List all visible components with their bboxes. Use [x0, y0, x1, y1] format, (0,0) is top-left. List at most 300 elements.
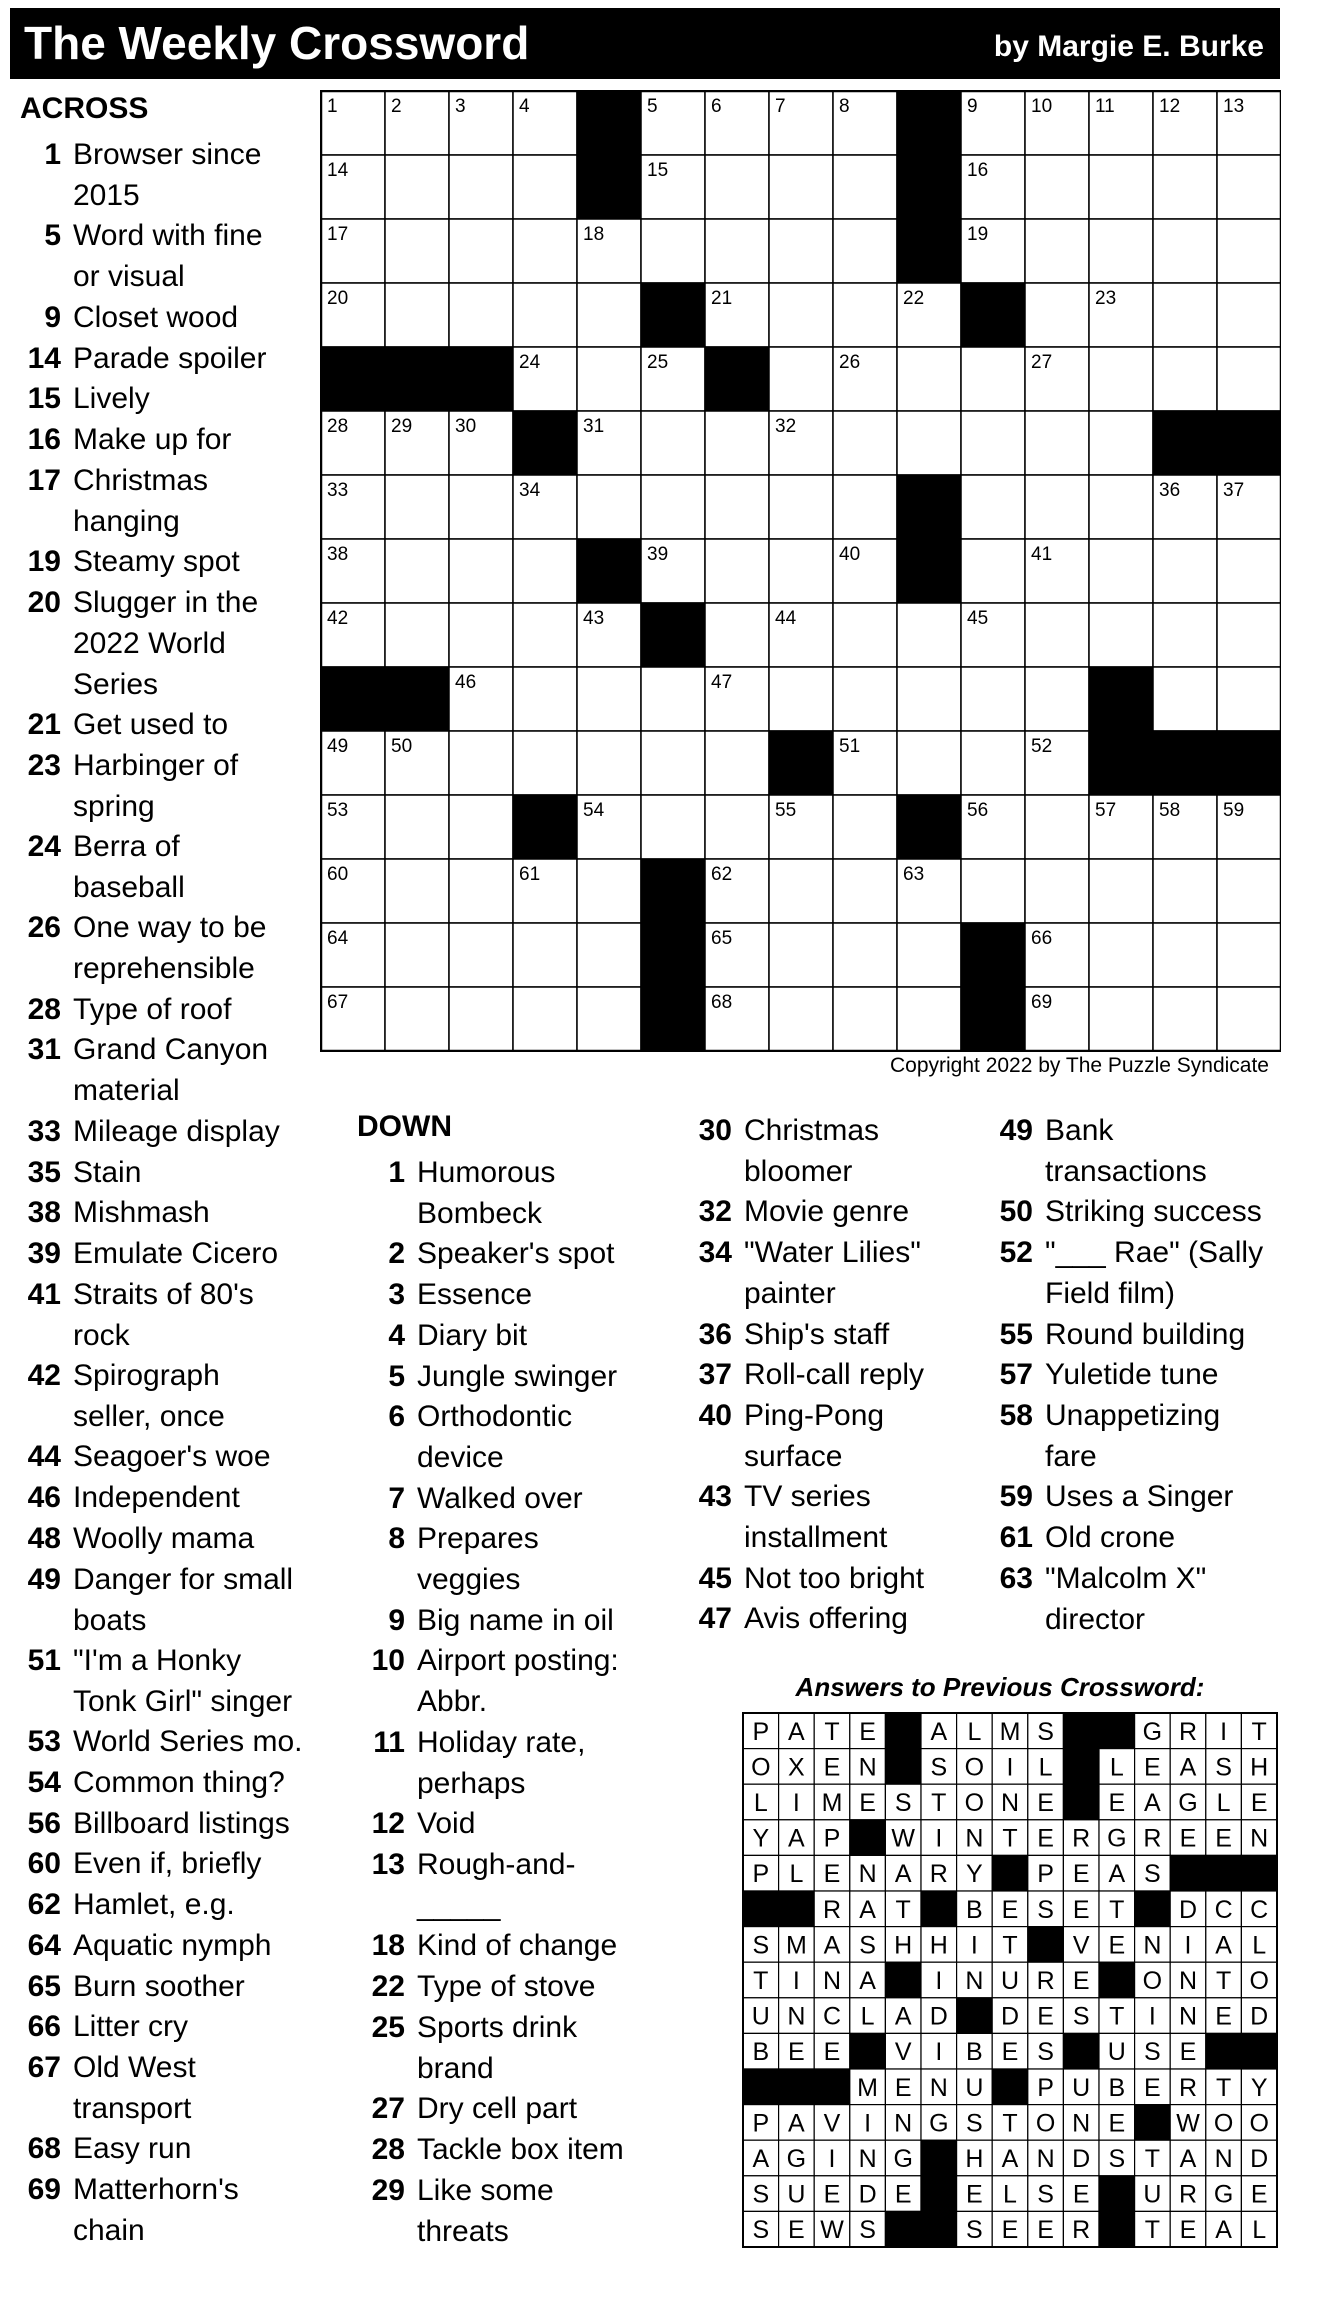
answer-black-square: [1063, 1749, 1099, 1785]
grid-cell[interactable]: [1217, 987, 1281, 1051]
grid-cell[interactable]: [833, 411, 897, 475]
clue-number: 9: [44, 300, 61, 334]
grid-cell[interactable]: [833, 923, 897, 987]
down-col1-clue-12: [355, 1803, 475, 1844]
grid-cell[interactable]: [897, 923, 961, 987]
grid-cell[interactable]: [577, 859, 641, 923]
grid-cell[interactable]: [385, 539, 449, 603]
answer-letter: H: [1250, 1753, 1269, 1782]
grid-cell[interactable]: [1153, 667, 1217, 731]
answer-letter: S: [1144, 2038, 1161, 2067]
grid-cell[interactable]: [385, 795, 449, 859]
cell-number: 5: [647, 96, 658, 117]
grid-cell[interactable]: [1153, 155, 1217, 219]
clue-text-line: director: [1045, 1602, 1146, 1636]
down-col1-clue-3: [355, 1274, 532, 1315]
across-clue-51: [18, 1640, 292, 1722]
grid-cell[interactable]: [1217, 155, 1281, 219]
grid-cell[interactable]: [705, 219, 769, 283]
cell-number: 61: [519, 864, 541, 885]
grid-cell[interactable]: [385, 987, 449, 1051]
cell-number: 53: [327, 800, 349, 821]
grid-cell[interactable]: [449, 219, 513, 283]
grid-cell[interactable]: [1025, 475, 1089, 539]
clue-text-line: device: [417, 1441, 504, 1475]
grid-cell[interactable]: [1089, 411, 1153, 475]
across-clue-41: [18, 1274, 254, 1356]
grid-cell[interactable]: [1089, 987, 1153, 1051]
clue-text-line: Unappetizing: [1045, 1398, 1221, 1432]
across-clue-39: [18, 1233, 278, 1274]
answer-letter: O: [1035, 2109, 1056, 2138]
cell-number: 69: [1031, 992, 1053, 1013]
answer-letter: I: [864, 2109, 872, 2138]
grid-cell[interactable]: [449, 859, 513, 923]
answer-letter: G: [929, 2109, 949, 2138]
grid-cell[interactable]: [641, 731, 705, 795]
grid-cell[interactable]: [1089, 155, 1153, 219]
clue-text-line: Holiday rate,: [417, 1725, 586, 1759]
cell-number: 7: [775, 96, 786, 117]
cell-number: 67: [327, 992, 349, 1013]
cell-number: 52: [1031, 736, 1053, 757]
grid-cell[interactable]: [1153, 859, 1217, 923]
grid-cell[interactable]: [833, 219, 897, 283]
grid-cell[interactable]: [1217, 539, 1281, 603]
clue-text-line: Field film): [1045, 1277, 1176, 1311]
answer-letter: N: [787, 2002, 806, 2031]
grid-cell[interactable]: [1217, 667, 1281, 731]
cell-number: 38: [327, 544, 349, 565]
grid-cell[interactable]: [449, 539, 513, 603]
answer-letter: E: [1108, 1931, 1126, 1960]
grid-cell[interactable]: [1025, 667, 1089, 731]
grid-cell[interactable]: [769, 539, 833, 603]
answer-black-square: [779, 1891, 815, 1927]
cell-number: 3: [455, 96, 466, 117]
clue-text-line: Speaker's spot: [417, 1237, 615, 1271]
grid-cell[interactable]: [833, 155, 897, 219]
grid-cell[interactable]: [833, 987, 897, 1051]
clue-text-line: Tonk Girl" singer: [73, 1684, 293, 1718]
answer-letter: O: [1249, 2109, 1269, 2138]
answer-black-square: [921, 2140, 957, 2176]
grid-cell[interactable]: [1217, 859, 1281, 923]
grid-cell[interactable]: [1089, 923, 1153, 987]
grid-cell[interactable]: [897, 603, 961, 667]
clue-text-line: Woolly mama: [73, 1521, 255, 1555]
grid-cell[interactable]: [513, 219, 577, 283]
cell-number: 25: [647, 352, 669, 373]
clue-text-line: Diary bit: [417, 1318, 528, 1352]
answer-letter: S: [1037, 2180, 1054, 2209]
clue-text-line: Abbr.: [417, 1685, 488, 1719]
grid-cell[interactable]: [833, 283, 897, 347]
grid-cell[interactable]: [1153, 603, 1217, 667]
answer-letter: E: [1179, 2038, 1197, 2067]
cell-number: 66: [1031, 928, 1053, 949]
grid-cell[interactable]: [961, 411, 1025, 475]
answer-letter: A: [788, 1717, 805, 1746]
clue-number: 15: [27, 382, 61, 416]
down-col1-clue-5: [355, 1356, 617, 1397]
clue-text-line: Kind of change: [417, 1929, 618, 1963]
across-clue-69: [18, 2169, 239, 2251]
cell-number: 11: [1095, 96, 1115, 117]
answer-letter: L: [967, 1717, 982, 1746]
clue-number: 5: [388, 1359, 405, 1393]
grid-cell[interactable]: [449, 283, 513, 347]
grid-cell[interactable]: [1217, 603, 1281, 667]
grid-cell[interactable]: [705, 411, 769, 475]
grid-cell[interactable]: [1089, 475, 1153, 539]
grid-cell[interactable]: [449, 475, 513, 539]
clue-text-line: Old West: [73, 2050, 196, 2084]
grid-cell[interactable]: [1153, 219, 1217, 283]
clue-number: 67: [27, 2050, 61, 2084]
across-clue-68: [18, 2128, 191, 2169]
down-col3-clue-59: [983, 1476, 1233, 1517]
grid-cell[interactable]: [641, 667, 705, 731]
grid-cell[interactable]: [641, 219, 705, 283]
grid-cell[interactable]: [833, 667, 897, 731]
cell-number: 1: [327, 96, 338, 117]
grid-cell[interactable]: [769, 475, 833, 539]
clue-text-line: Mileage display: [73, 1114, 280, 1148]
grid-cell[interactable]: [961, 539, 1025, 603]
cell-number: 20: [327, 288, 349, 309]
grid-cell[interactable]: [897, 987, 961, 1051]
grid-cell[interactable]: [449, 603, 513, 667]
black-square: [897, 539, 961, 603]
down-col2-clue-45: [682, 1558, 924, 1599]
grid-cell[interactable]: [769, 283, 833, 347]
answer-letter: A: [1144, 1789, 1161, 1817]
answer-letter: N: [1036, 2145, 1055, 2173]
grid-cell[interactable]: [385, 283, 449, 347]
black-square: [897, 91, 961, 155]
answer-letter: N: [822, 1967, 842, 1995]
grid-cell[interactable]: [769, 923, 833, 987]
black-square: [1089, 731, 1153, 795]
grid-cell[interactable]: [641, 795, 705, 859]
answer-letter: E: [1001, 2216, 1019, 2245]
clue-text-line: Rough-and-: [417, 1847, 576, 1881]
answer-letter: E: [859, 1717, 876, 1746]
answer-letter: U: [1107, 2038, 1126, 2067]
grid-cell[interactable]: [961, 667, 1025, 731]
clue-text-line: Orthodontic: [417, 1400, 573, 1434]
grid-cell[interactable]: [1089, 347, 1153, 411]
answer-letter: E: [823, 2038, 841, 2067]
answer-letter: N: [894, 2109, 913, 2138]
answer-letter: E: [1250, 2180, 1268, 2209]
previous-answers-title: Answers to Previous Crossword:: [795, 1672, 1205, 1702]
answer-letter: R: [1072, 2216, 1091, 2245]
grid-cell[interactable]: [1089, 603, 1153, 667]
cell-number: 60: [327, 864, 349, 885]
grid-cell[interactable]: [513, 155, 577, 219]
grid-cell[interactable]: [1153, 539, 1217, 603]
answer-letter: T: [1002, 2109, 1018, 2138]
answer-letter: I: [792, 1789, 800, 1817]
answer-letter: B: [752, 2038, 770, 2067]
clue-text-line: Uses a Singer: [1045, 1480, 1234, 1514]
grid-cell[interactable]: [769, 155, 833, 219]
grid-cell[interactable]: [833, 603, 897, 667]
grid-cell[interactable]: [961, 475, 1025, 539]
grid-cell[interactable]: [385, 475, 449, 539]
grid-cell[interactable]: [449, 987, 513, 1051]
grid-cell[interactable]: [769, 667, 833, 731]
answer-letter: A: [788, 2109, 805, 2138]
grid-cell[interactable]: [1025, 411, 1089, 475]
grid-cell[interactable]: [513, 731, 577, 795]
black-square: [897, 219, 961, 283]
grid-cell[interactable]: [1025, 603, 1089, 667]
answer-letter: S: [1144, 1860, 1161, 1889]
clue-number: 66: [27, 2010, 61, 2044]
clue-number: 5: [44, 219, 61, 253]
answer-letter: D: [1178, 1895, 1198, 1924]
across-clue-15: [18, 378, 150, 419]
grid-cell[interactable]: [1025, 859, 1089, 923]
down-col1-clue-7: [355, 1478, 583, 1519]
across-clue-35: [18, 1152, 141, 1193]
clue-text-line: Make up for: [73, 422, 232, 456]
answer-letter: M: [999, 1717, 1021, 1746]
grid-cell[interactable]: [769, 987, 833, 1051]
grid-cell[interactable]: [705, 795, 769, 859]
answer-black-square: [743, 2069, 779, 2105]
answer-letter: C: [1214, 1895, 1233, 1924]
grid-cell[interactable]: [513, 667, 577, 731]
grid-cell[interactable]: [449, 155, 513, 219]
answer-letter: E: [823, 1753, 841, 1782]
answer-letter: E: [1215, 2002, 1232, 2031]
clue-number: 16: [27, 422, 61, 456]
clue-text-line: Hamlet, e.g.: [73, 1888, 235, 1922]
grid-cell[interactable]: [577, 475, 641, 539]
answer-letter: N: [1143, 1931, 1162, 1960]
grid-cell[interactable]: [1217, 347, 1281, 411]
grid-cell[interactable]: [1217, 219, 1281, 283]
clue-text-line: Emulate Cicero: [73, 1236, 279, 1270]
clue-text-line: bloomer: [744, 1155, 853, 1188]
answer-letter: L: [1252, 1931, 1267, 1960]
grid-cell[interactable]: [513, 923, 577, 987]
answer-letter: G: [1107, 1824, 1127, 1853]
grid-cell[interactable]: [833, 795, 897, 859]
down-col2-clue-36: [682, 1314, 889, 1355]
cell-number: 29: [391, 416, 413, 437]
answer-letter: T: [1144, 2145, 1161, 2173]
answer-letter: E: [1001, 2038, 1019, 2067]
black-square: [385, 347, 449, 411]
cell-number: 9: [967, 96, 978, 117]
clue-text-line: Big name in oil: [417, 1603, 614, 1637]
grid-cell[interactable]: [513, 283, 577, 347]
across-clue-67: [18, 2047, 196, 2129]
clue-text-line: or visual: [73, 260, 185, 294]
cell-number: 15: [647, 160, 669, 181]
clue-text-line: Stain: [73, 1155, 142, 1189]
clue-text-line: Browser since: [73, 138, 262, 171]
grid-cell[interactable]: [961, 859, 1025, 923]
grid-cell[interactable]: [705, 603, 769, 667]
down-col3-clue-52: [983, 1232, 1263, 1314]
grid-cell[interactable]: [385, 219, 449, 283]
answer-black-square: [992, 2069, 1028, 2105]
grid-cell[interactable]: [1025, 219, 1089, 283]
cell-number: 56: [967, 800, 989, 821]
clue-number: 22: [371, 1970, 405, 2003]
answer-letter: V: [1072, 1931, 1090, 1960]
answer-letter: O: [1249, 1967, 1269, 1995]
answer-letter: U: [1143, 2180, 1162, 2209]
clue-text-line: Straits of 80's: [73, 1277, 254, 1311]
grid-cell[interactable]: [1153, 347, 1217, 411]
grid-cell[interactable]: [385, 859, 449, 923]
grid-cell[interactable]: [449, 795, 513, 859]
answer-black-square: [1241, 1855, 1277, 1891]
answer-letter: N: [858, 1753, 877, 1782]
grid-cell[interactable]: [641, 475, 705, 539]
clue-text-line: Sports drink: [417, 2010, 578, 2044]
grid-cell[interactable]: [1025, 155, 1089, 219]
across-clue-5: [18, 215, 263, 297]
grid-cell[interactable]: [769, 347, 833, 411]
answer-letter: E: [1179, 1824, 1197, 1853]
grid-cell[interactable]: [449, 731, 513, 795]
clue-text-line: Even if, briefly: [73, 1847, 262, 1881]
grid-cell[interactable]: [897, 347, 961, 411]
cell-number: 19: [967, 224, 989, 245]
clue-text-line: Litter cry: [73, 2010, 189, 2044]
answer-letter: B: [966, 2038, 983, 2067]
grid-cell[interactable]: [577, 347, 641, 411]
grid-cell[interactable]: [577, 923, 641, 987]
clue-text-line: Essence: [417, 1278, 533, 1312]
grid-cell[interactable]: [385, 155, 449, 219]
grid-cell[interactable]: [705, 539, 769, 603]
grid-cell[interactable]: [385, 603, 449, 667]
cell-number: 35: [903, 480, 925, 501]
down-col1-clue-11: [355, 1722, 585, 1804]
answer-letter: W: [820, 2216, 844, 2245]
clue-number: 51: [27, 1643, 61, 1677]
black-square: [1153, 731, 1217, 795]
grid-cell[interactable]: [769, 859, 833, 923]
grid-cell[interactable]: [1217, 923, 1281, 987]
clue-text-line: Yuletide tune: [1045, 1358, 1219, 1392]
across-clue-44: [18, 1436, 271, 1477]
black-square: [897, 155, 961, 219]
grid-cell[interactable]: [385, 923, 449, 987]
across-clue-64: [18, 1925, 271, 1966]
grid-cell[interactable]: [1089, 539, 1153, 603]
grid-cell[interactable]: [897, 731, 961, 795]
answer-letter: N: [858, 1860, 877, 1889]
grid-cell[interactable]: [1217, 283, 1281, 347]
grid-cell[interactable]: [705, 731, 769, 795]
grid-cell[interactable]: [513, 987, 577, 1051]
answer-letter: E: [1072, 1895, 1090, 1924]
grid-cell[interactable]: [513, 539, 577, 603]
answer-letter: A: [752, 2145, 770, 2173]
answer-letter: T: [753, 1967, 769, 1995]
page-title: The Weekly Crossword: [24, 17, 530, 69]
answer-letter: B: [1108, 2073, 1126, 2102]
answer-letter: P: [823, 1824, 841, 1853]
clue-text-line: installment: [744, 1521, 888, 1555]
grid-cell[interactable]: [449, 923, 513, 987]
answer-letter: I: [970, 1931, 978, 1960]
answer-letter: N: [965, 1824, 984, 1853]
answer-letter: U: [751, 2002, 770, 2031]
grid-cell[interactable]: [1025, 283, 1089, 347]
grid-cell[interactable]: [1025, 795, 1089, 859]
clue-number: 6: [388, 1400, 405, 1434]
answer-letter: E: [1179, 2216, 1197, 2245]
grid-cell[interactable]: [833, 475, 897, 539]
answer-letter: T: [1251, 1717, 1267, 1746]
grid-cell[interactable]: [1153, 283, 1217, 347]
crossword-grid[interactable]: [320, 90, 1281, 1052]
answer-letter: T: [1109, 1895, 1125, 1924]
grid-cell[interactable]: [897, 667, 961, 731]
grid-cell[interactable]: [1089, 859, 1153, 923]
across-clue-24: [18, 826, 185, 908]
clue-text-line: "I'm a Honky: [73, 1643, 242, 1677]
grid-cell[interactable]: [705, 475, 769, 539]
black-square: [641, 603, 705, 667]
grid-cell[interactable]: [1153, 923, 1217, 987]
grid-cell[interactable]: [705, 155, 769, 219]
grid-cell[interactable]: [961, 347, 1025, 411]
clue-text-line: Burn soother: [73, 1969, 245, 2003]
across-clue-14: [18, 338, 266, 379]
grid-cell[interactable]: [641, 411, 705, 475]
across-clue-56: [18, 1803, 290, 1844]
down-col3-clue-63: [983, 1558, 1206, 1640]
grid-cell[interactable]: [833, 859, 897, 923]
down-col1-clue-6: [355, 1396, 572, 1478]
grid-cell[interactable]: [1089, 219, 1153, 283]
grid-cell[interactable]: [961, 731, 1025, 795]
answer-letter: I: [1184, 1931, 1192, 1960]
clue-number: 20: [27, 585, 61, 619]
answer-letter: N: [1178, 1967, 1198, 1995]
grid-cell[interactable]: [577, 283, 641, 347]
across-clue-62: [18, 1884, 235, 1925]
cell-number: 42: [327, 608, 349, 629]
clue-text-line: transactions: [1045, 1155, 1207, 1188]
grid-cell[interactable]: [577, 731, 641, 795]
grid-cell[interactable]: [577, 667, 641, 731]
clue-number: 57: [999, 1358, 1033, 1392]
grid-cell[interactable]: [1153, 987, 1217, 1051]
answer-letter: E: [788, 2216, 805, 2245]
grid-cell[interactable]: [769, 219, 833, 283]
clue-number: 69: [27, 2173, 61, 2206]
clue-number: 41: [27, 1277, 61, 1311]
grid-cell[interactable]: [513, 603, 577, 667]
grid-cell[interactable]: [897, 411, 961, 475]
answer-black-square: [957, 1998, 993, 2034]
grid-cell[interactable]: [577, 987, 641, 1051]
answer-letter: N: [1072, 2109, 1091, 2138]
